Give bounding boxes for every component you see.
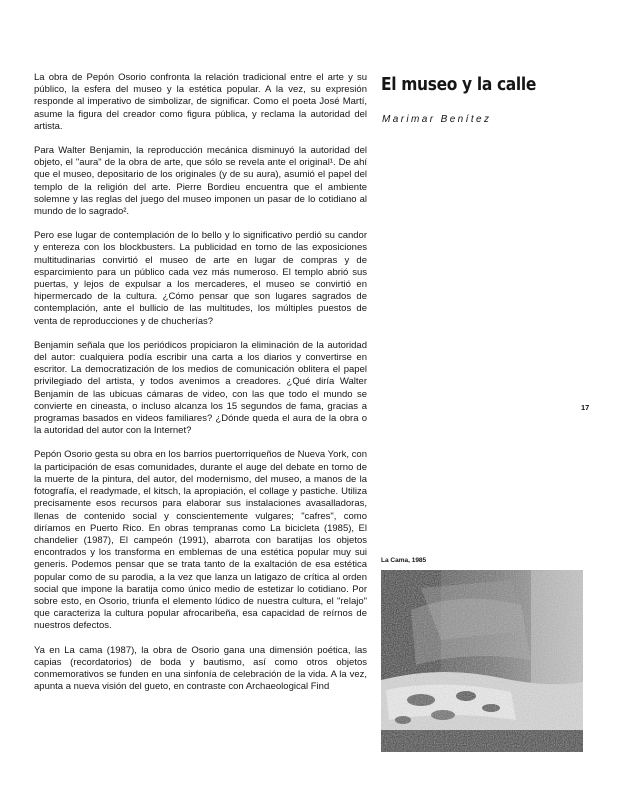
- paragraph: La obra de Pepón Osorio confronta la relación tradicional entre el arte y su público, la esfera del museo y la estética popular. A la vez, su expresión responde al imperativo de simbolizar, de significar. Como el poeta José Martí, asume la figura del creador como figura pública, y reclama la autoridad del artista.: [34, 72, 367, 132]
- paragraph: Para Walter Benjamin, la reproducción mecánica disminuyó la autoridad del objeto, el "aura" de la obra de arte, que sólo se revela ante el original¹. De ahí que el museo, depositario de los originales (y de su aura), asumió el papel del templo de la religión del arte. Pierre Bordieu encuentra que el ambiente solemne y las reglas del juego del museo imponen un pasar de lo cotidiano al mundo de lo sagrado².: [34, 145, 367, 218]
- paragraph: Ya en La cama (1987), la obra de Osorio gana una dimensión poética, las capias (recordatorios) de boda y bautismo, así como otros objetos conmemorativos se funden en una sinfonía de celebración de la vida. A la vez, apunta a nueva visión del gueto, en contraste con Archaeological Find: [34, 644, 367, 693]
- page-number: 17: [581, 403, 590, 412]
- photo-image: [381, 570, 583, 752]
- photo-la-cama: [381, 570, 583, 752]
- paragraph: Benjamin señala que los periódicos propiciaron la eliminación de la autoridad del autor: cualquiera podía escribir una carta a los diarios y convertirse en escritor. La democratización de los medios de comunicación oblitera el papel privilegiado del artista, y todos avenimos a creadores. ¿Qué diría Walter Benjamin de las ubicuas cámaras de video, con las que todo el mundo se convierte en cineasta, o incluso alcanza los 15 segundos de fama, gracias a programas basados en videos familiares? ¿Dónde queda el aura de la obra o la autoridad del autor con la Internet?: [34, 339, 367, 437]
- article-author: Marimar Benítez: [382, 114, 492, 125]
- paragraph: Pero ese lugar de contemplación de lo bello y lo significativo perdió su candor y entereza con los blockbusters. La publicidad en torno de las exposiciones multitudinarias convirtió el museo de arte en lugar de compras y de esparcimiento para un público cada vez más numeroso. El templo abrió sus puertas, y lejos de expulsar a los mercaderes, el museo se convirtió en hipermercado de la cultura. ¿Cómo pensar que son lugares sagrados de contemplación, ante el bullicio de las multitudes, los múltiples puestos de venta de reproducciones y de chucherías?: [34, 230, 367, 327]
- paragraph: Pepón Osorio gesta su obra en los barrios puertorriqueños de Nueva York, con la participación de esas comunidades, durante el auge del debate en torno de la muerte de la pintura, del autor, del modernismo, del museo, a manos de la fotografía, el readymade, el kitsch, la apropiación, el collage y pastiche. Utiliza precisamente esos recursos para elaborar sus instalaciones avasalladoras, llenas de contenido social y conscientemente vulgares; "cafres", como diríamos en Puerto Rico. En obras tempranas como La bicicleta (1985), El chandelier (1987), El campeón (1991), abarrota con baratijas los objetos encontrados y los transforma en emblemas de una estética popular muy sui generis. Podemos pensar que se trata tanto de la exaltación de esa estética popular como de su parodia, a la vez que lanza un latigazo de crítica al orden social que impone la baratija como único medio de estetizar lo cotidiano. Por sobre esto, en Osorio, triunfa el elemento lúdico de nuestra cultura, el "relajo" que caracteriza la cultura popular afrocaribeña, esa capacidad de reírnos de nuestros defectos.: [34, 449, 367, 632]
- article-title: El museo y la calle: [381, 74, 536, 95]
- article-body: [34, 72, 367, 693]
- figure-caption: La Cama, 1985: [381, 557, 427, 564]
